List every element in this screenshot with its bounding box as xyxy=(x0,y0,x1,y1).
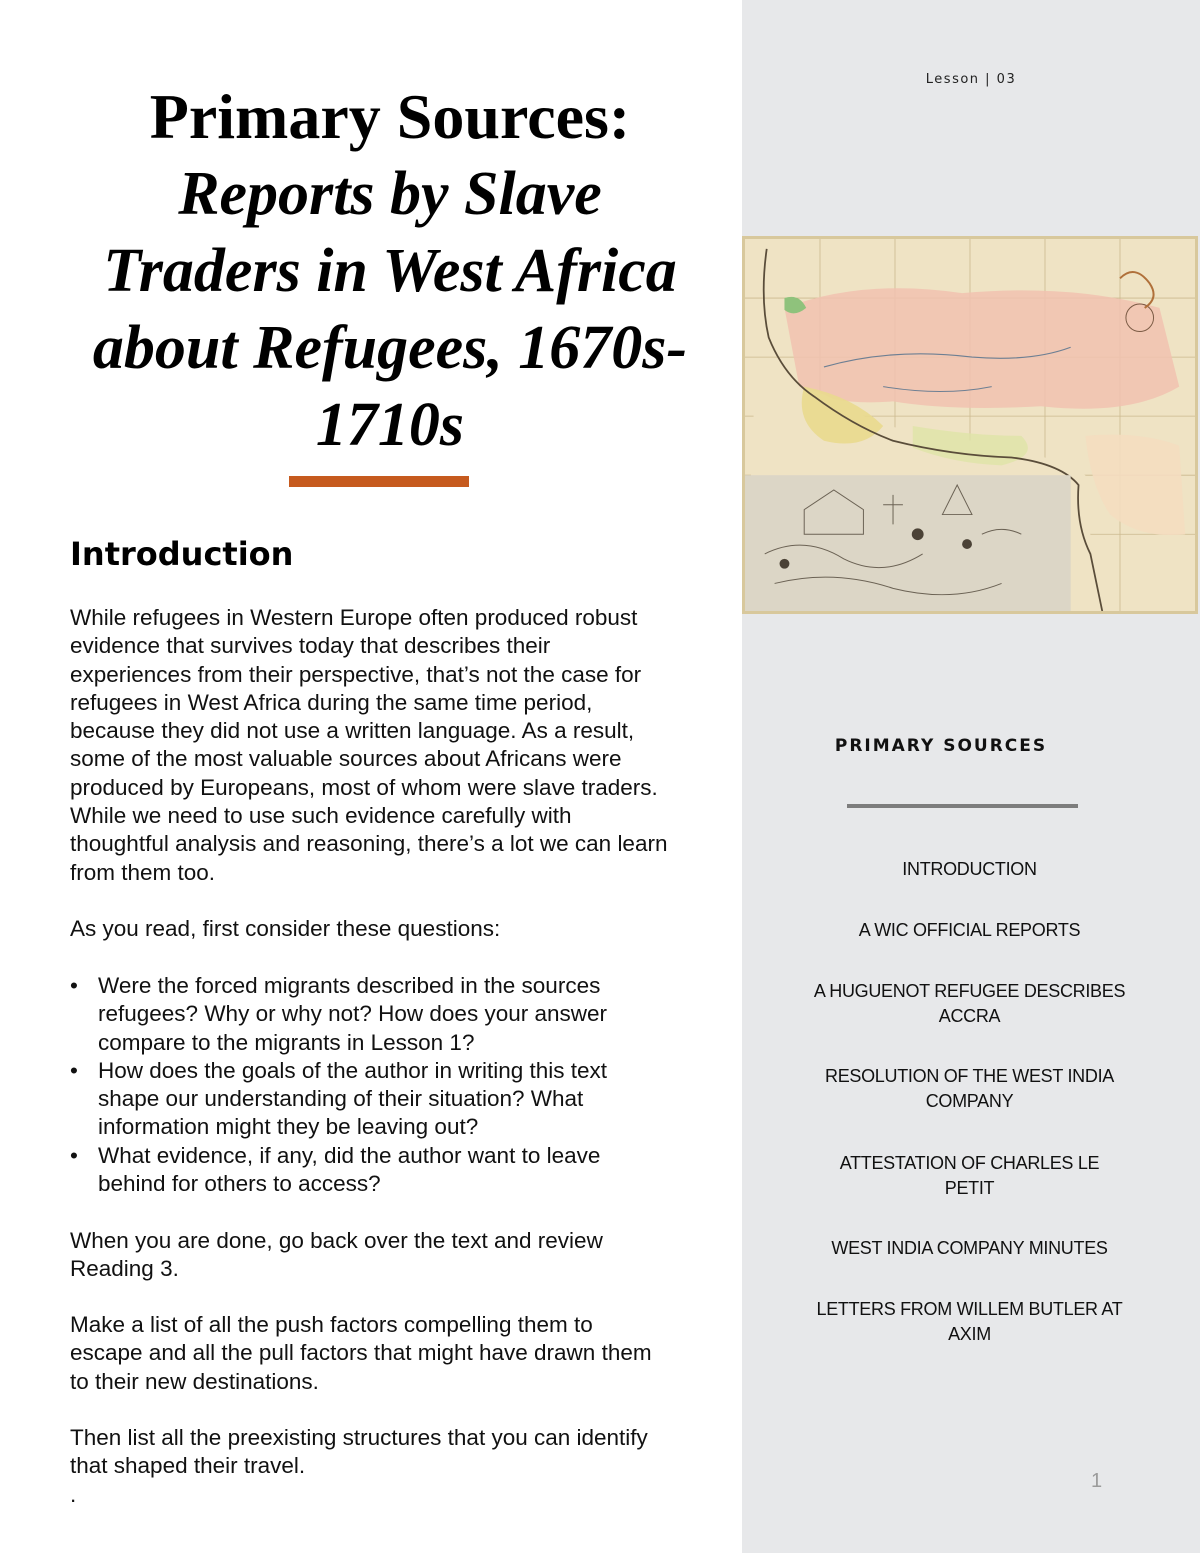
text-line: from them too. xyxy=(70,859,216,885)
text-line: How does the goals of the author in writing this text xyxy=(98,1057,608,1083)
text-line: compare to the migrants in Lesson 1? xyxy=(98,1029,475,1055)
introduction-heading: Introduction xyxy=(70,535,294,573)
toc-item-west-india-company-minutes[interactable] xyxy=(797,1236,1142,1261)
toc-heading: PRIMARY SOURCES xyxy=(834,736,1048,756)
toc-item-label: WEST INDIA COMPANY MINUTES xyxy=(831,1238,1108,1258)
toc-item-label: A WIC OFFICIAL REPORTS xyxy=(858,920,1081,940)
toc-item-label: AXIM xyxy=(948,1324,991,1344)
title-subtitle-line: Reports by Slave xyxy=(178,160,602,228)
toc-item-wic-official-reports[interactable] xyxy=(797,918,1142,943)
text-line: that shaped their travel. xyxy=(70,1453,306,1479)
text-line: thoughtful analysis and reasoning, there’s a lot we can learn xyxy=(70,831,668,857)
text-line: Reading 3. xyxy=(70,1256,179,1282)
trailing-mark: . xyxy=(70,1481,77,1507)
historic-map-image xyxy=(742,236,1198,614)
toc-item-label: COMPANY xyxy=(925,1091,1014,1111)
questions-intro: As you read, first consider these questions: xyxy=(70,916,501,941)
text-line: evidence that survives today that describes their xyxy=(70,633,551,659)
text-line: shape our understanding of their situation? What xyxy=(98,1086,584,1112)
text-line: to their new destinations. xyxy=(70,1368,319,1394)
text-line: Make a list of all the push factors compelling them to xyxy=(70,1312,593,1337)
push-pull-paragraph xyxy=(70,1311,720,1396)
lesson-label: Lesson | 03 xyxy=(925,72,1017,87)
text-line: Then list all the preexisting structures that you can identify xyxy=(70,1425,648,1450)
title-divider xyxy=(289,476,469,487)
page-title xyxy=(60,78,720,464)
list-item xyxy=(70,1142,720,1199)
introduction-paragraph xyxy=(70,604,720,887)
text-line: produced by Europeans, most of whom were slave traders. xyxy=(70,774,658,800)
toc-item-label: RESOLUTION OF THE WEST INDIA xyxy=(825,1066,1114,1086)
text-line: While we need to use such evidence carefully with xyxy=(70,803,572,829)
text-line: behind for others to access? xyxy=(98,1171,381,1197)
text-line: escape and all the pull factors that might have drawn them xyxy=(70,1340,652,1366)
title-main: Primary Sources: xyxy=(149,81,631,152)
text-line: refugees? Why or why not? How does your answer xyxy=(98,1001,607,1027)
toc-item-resolution-west-india-company[interactable] xyxy=(797,1064,1142,1114)
bullet-icon: • xyxy=(70,973,78,998)
historic-map-icon xyxy=(745,239,1195,611)
toc-item-label: ACCRA xyxy=(938,1006,1001,1026)
toc-item-label: LETTERS FROM WILLEM BUTLER AT xyxy=(816,1299,1123,1319)
toc-divider xyxy=(847,804,1078,808)
toc-item-huguenot-refugee[interactable] xyxy=(797,979,1142,1029)
structures-paragraph xyxy=(70,1424,720,1509)
toc-item-label: ATTESTATION OF CHARLES LE xyxy=(839,1153,1100,1173)
text-line: because they did not use a written language. As a result, xyxy=(70,718,635,744)
toc-item-label: INTRODUCTION xyxy=(902,859,1037,879)
sidebar xyxy=(742,0,1200,1553)
text-line: When you are done, go back over the text and review xyxy=(70,1228,603,1253)
toc-item-label: PETIT xyxy=(944,1178,995,1198)
title-subtitle-line: about Refugees, 1670s- xyxy=(92,314,688,382)
questions-list xyxy=(70,972,720,1198)
list-item xyxy=(70,972,720,1057)
bullet-icon: • xyxy=(70,1057,78,1083)
toc-item-introduction[interactable] xyxy=(797,857,1142,882)
text-line: Were the forced migrants described in the sources xyxy=(98,973,601,998)
text-line: refugees in West Africa during the same time period, xyxy=(70,689,593,715)
toc-item-letters-willem-butler[interactable] xyxy=(797,1297,1142,1347)
text-line: While refugees in Western Europe often produced robust xyxy=(70,605,638,630)
review-paragraph xyxy=(70,1227,720,1284)
page-number: 1 xyxy=(1091,1470,1103,1492)
list-item xyxy=(70,1057,720,1142)
text-line: some of the most valuable sources about Africans were xyxy=(70,746,622,772)
text-line: information might they be leaving out? xyxy=(98,1114,479,1140)
text-line: What evidence, if any, did the author want to leave xyxy=(98,1142,601,1168)
toc-item-attestation-charles-le-petit[interactable] xyxy=(797,1151,1142,1201)
title-subtitle-line: 1710s xyxy=(315,391,465,459)
title-subtitle-line: Traders in West Africa xyxy=(103,237,677,305)
bullet-icon: • xyxy=(70,1142,78,1168)
text-line: experiences from their perspective, that’s not the case for xyxy=(70,661,642,687)
toc-item-label: A HUGUENOT REFUGEE DESCRIBES xyxy=(813,981,1126,1001)
